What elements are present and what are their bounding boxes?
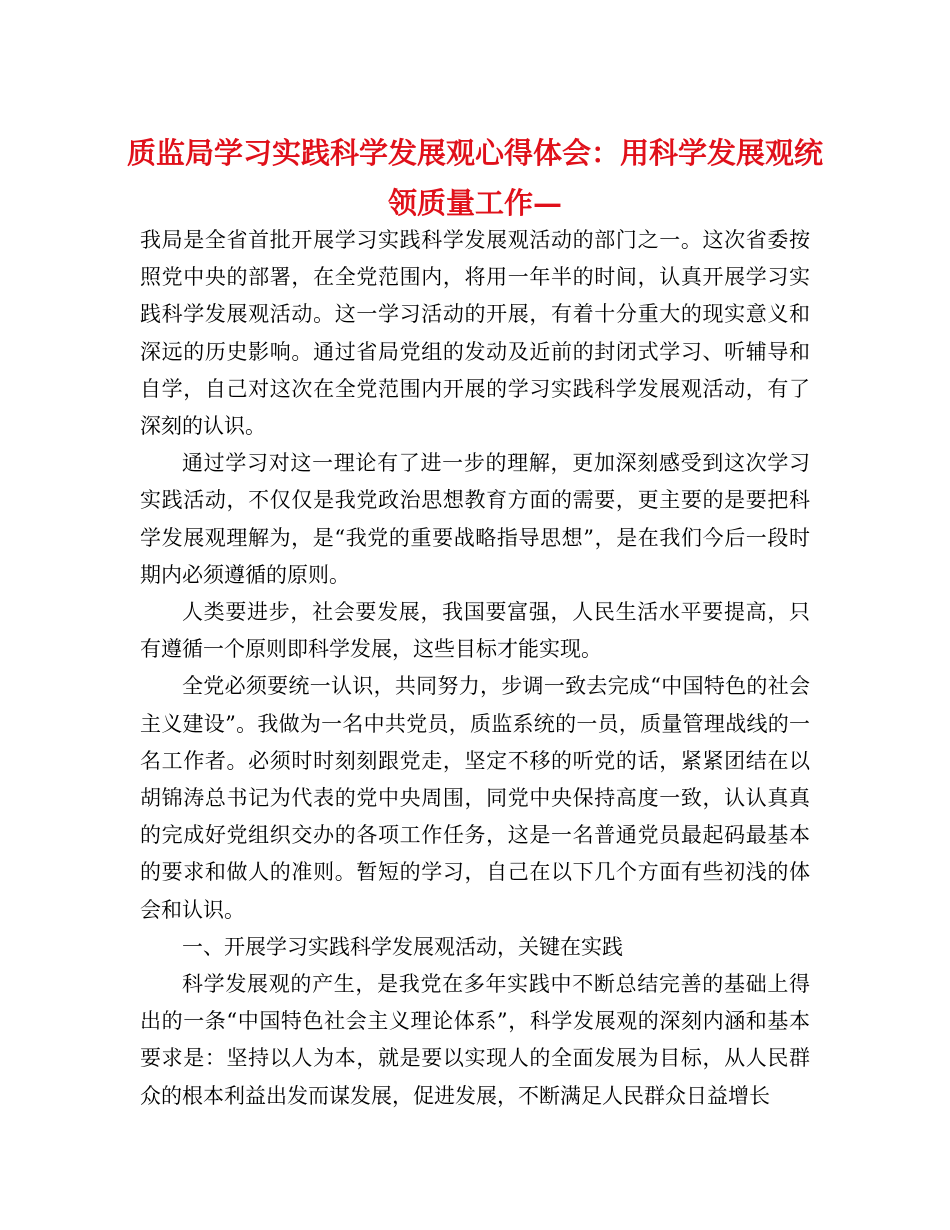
paragraph-4: 全党必须要统一认识，共同努力，步调一致去完成“中国特色的社会主义建设”。我做为一名中共党员，质监系统的一员，质量管理战线的一名工作者。必须时时刻刻跟党走，坚定不移的听党的话，紧紧团结在以胡锦涛总书记为代表的党中央周围，同党中央保持高度一致，认认真真的完成好党组织交办的各项工作任务，这是一名普通党员最起码最基本的要求和做人的准则。暂短的学习，自己在以下几个方面有些初浅的体会和认识。 xyxy=(140,674,810,922)
section-heading-1: 一、开展学习实践科学发展观活动，关键在实践 xyxy=(182,934,623,959)
document-body xyxy=(140,222,810,1115)
document-title: 质监局学习实践科学发展观心得体会：用科学发展观统领质量工作— xyxy=(126,136,823,220)
paragraph-5: 科学发展观的产生，是我党在多年实践中不断总结完善的基础上得出的一条“中国特色社会主义理论体系”，科学发展观的深刻内涵和基本要求是：坚持以人为本，就是要以实现人的全面发展为目标，从人民群众的根本利益出发而谋发展，促进发展，不断满足人民群众日益增长 xyxy=(140,972,810,1108)
paragraph-1: 我局是全省首批开展学习实践科学发展观活动的部门之一。这次省委按照党中央的部署，在全党范围内，将用一年半的时间，认真开展学习实践科学发展观活动。这一学习活动的开展，有着十分重大的现实意义和深远的历史影响。通过省局党组的发动及近前的封闭式学习、听辅导和自学，自己对这次在全党范围内开展的学习实践科学发展观活动，有了深刻的认识。 xyxy=(140,228,810,439)
paragraph-2: 通过学习对这一理论有了进一步的理解，更加深刻感受到这次学习实践活动，不仅仅是我党政治思想教育方面的需要，更主要的是要把科学发展观理解为，是“我党的重要战略指导思想”，是在我们今后一段时期内必须遵循的原则。 xyxy=(140,451,810,587)
paragraph-3: 人类要进步，社会要发展，我国要富强，人民生活水平要提高，只有遵循一个原则即科学发展，这些目标才能实现。 xyxy=(140,600,810,662)
